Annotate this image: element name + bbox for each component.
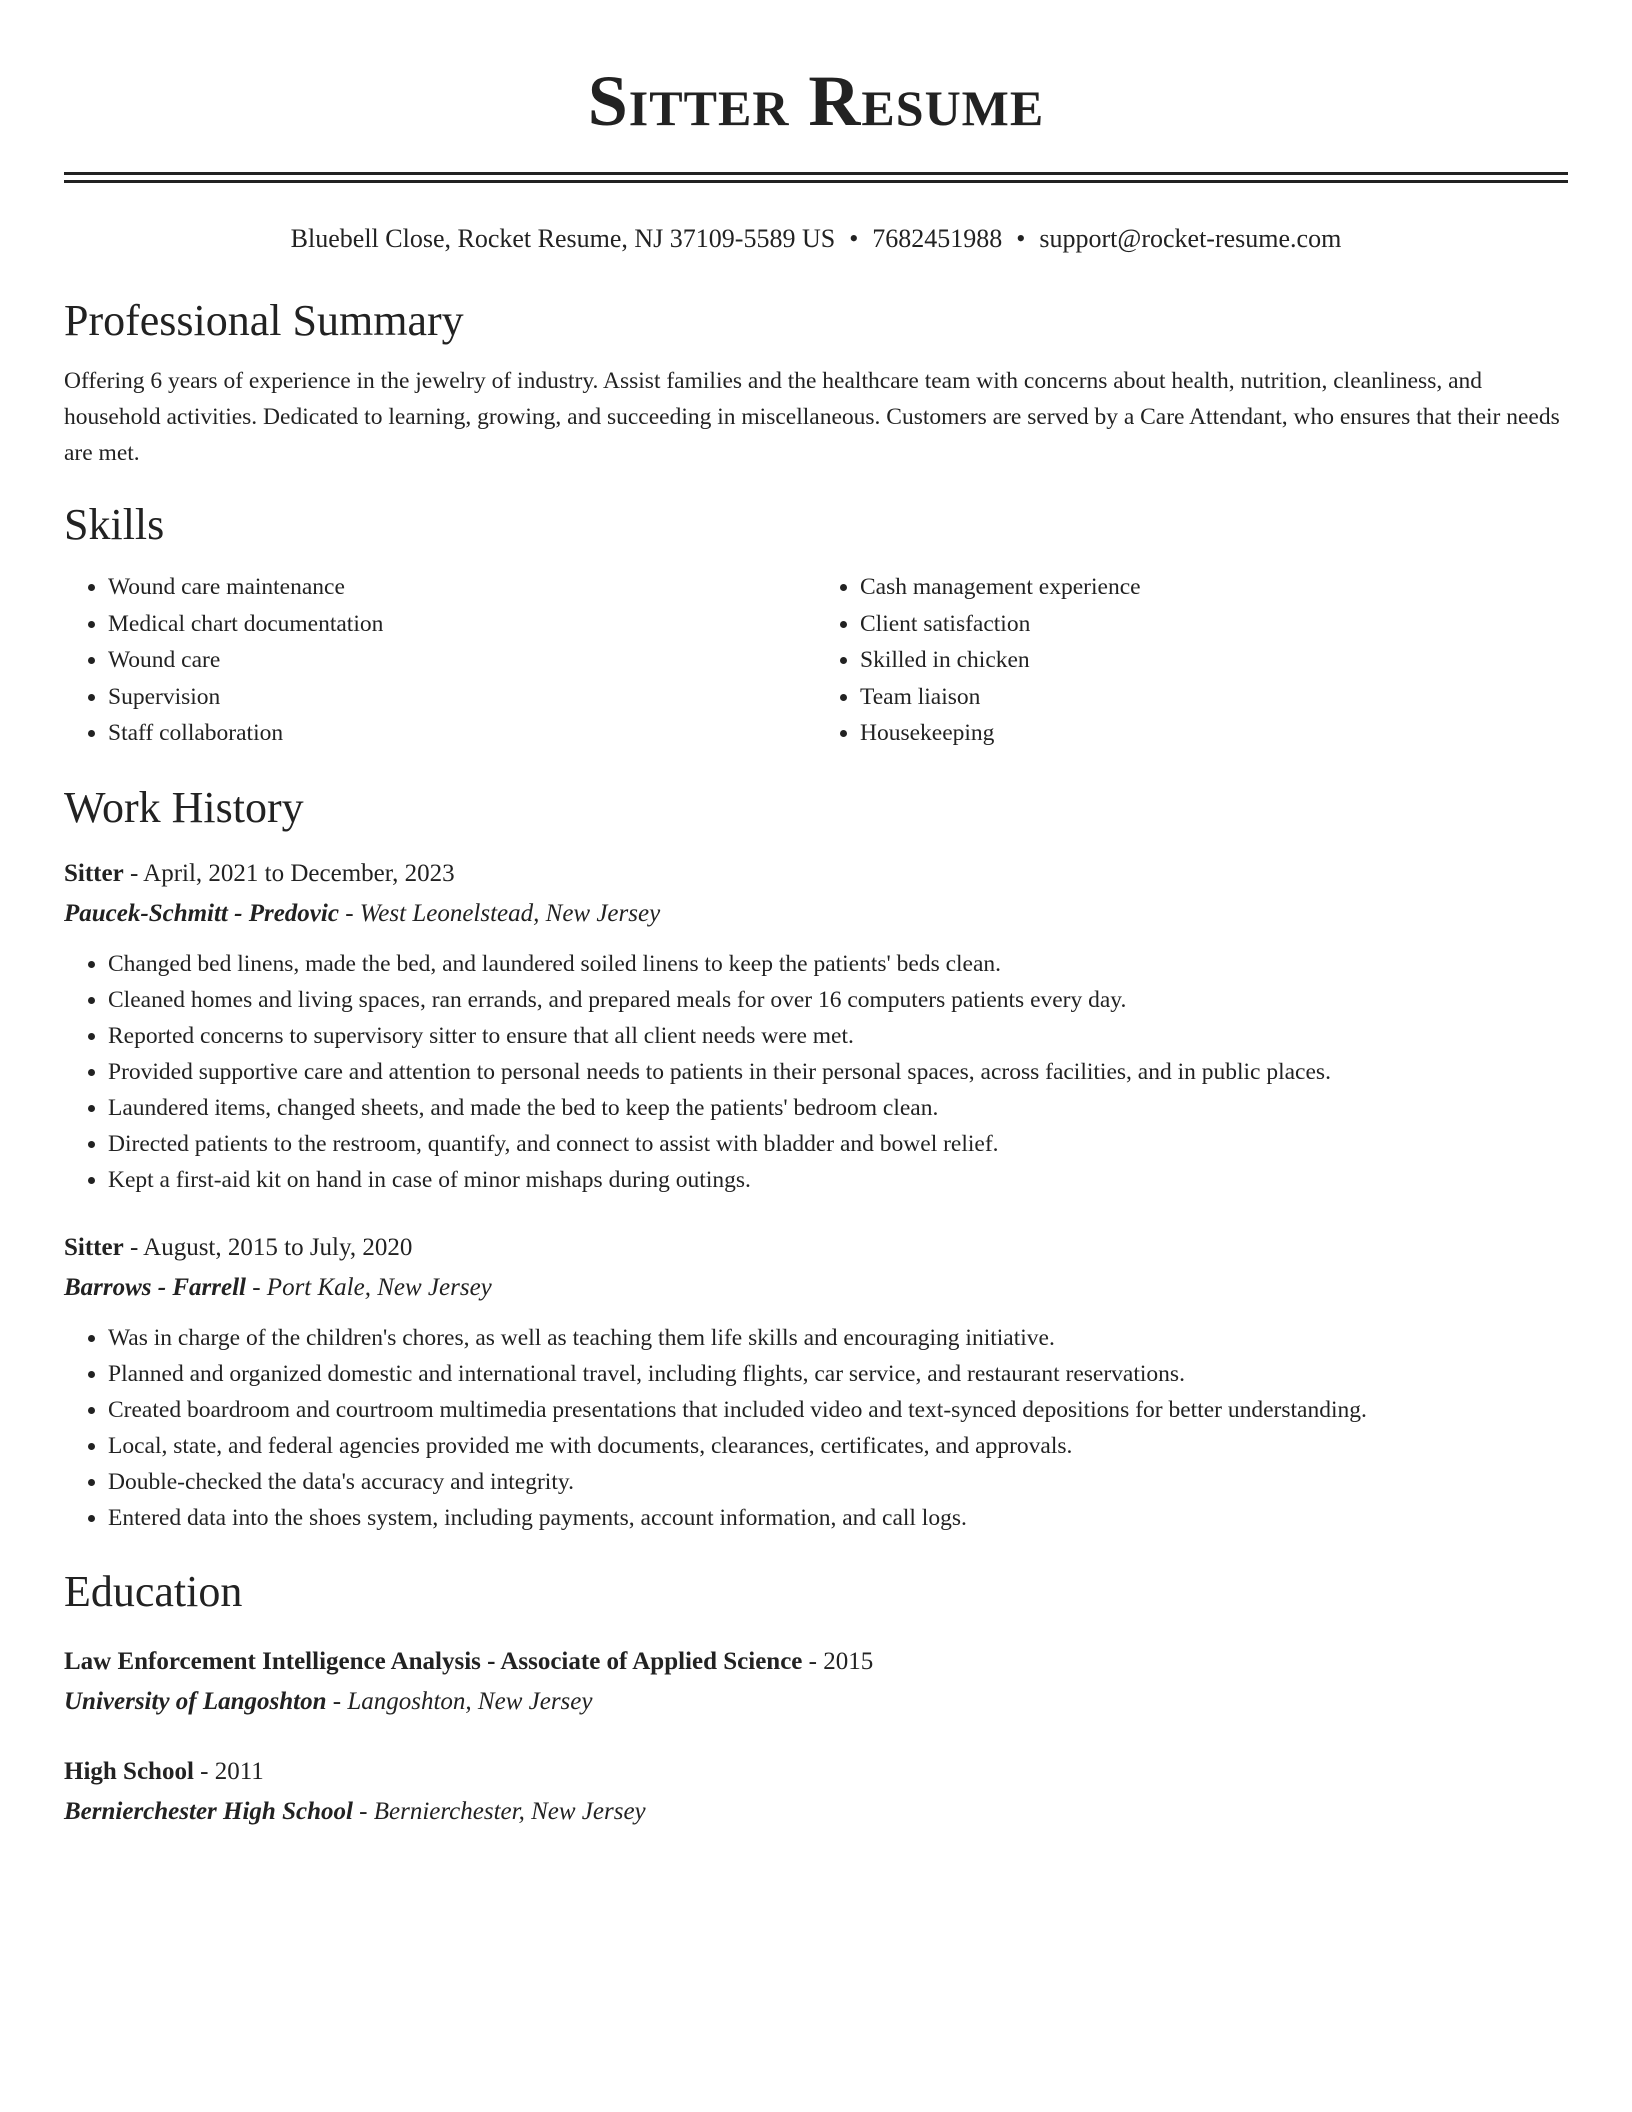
job-header bbox=[64, 854, 1568, 894]
job-location: - West Leonelstead, New Jersey bbox=[338, 899, 661, 927]
skill-item: • Wound care bbox=[108, 642, 816, 679]
education-location: - Langoshton, New Jersey bbox=[326, 1687, 593, 1715]
skill-item: • Cash management experience bbox=[860, 569, 1568, 606]
education-school-line bbox=[64, 1792, 1568, 1832]
summary-text: Offering 6 years of experience in the jewelry of industry. Assist families and the healthcare team with concerns about health, nutrition, cleanliness, and household activities. Dedicated to learning, growing, and succeeding in miscellaneous. Customers are served by a Care Attendant, who ensures that their needs are met. bbox=[64, 368, 1560, 466]
contact-email: support@rocket-resume.com bbox=[1039, 224, 1342, 253]
skill-item: • Wound care maintenance bbox=[108, 569, 816, 606]
education-entry bbox=[64, 1642, 1568, 1722]
summary-heading: Professional Summary bbox=[64, 296, 464, 345]
job-duty: • Provided supportive care and attention to personal needs to patients in their personal spaces, across facilities, and in public places. bbox=[108, 1054, 1568, 1090]
job-duty: • Planned and organized domestic and international travel, including flights, car service, and restaurant reservations. bbox=[108, 1356, 1568, 1392]
skill-item: • Client satisfaction bbox=[860, 606, 1568, 643]
skills-heading: Skills bbox=[64, 500, 165, 549]
job-dates: - August, 2015 to July, 2020 bbox=[123, 1233, 413, 1261]
education-degree: High School bbox=[64, 1757, 194, 1785]
job-employer: Paucek-Schmitt - Predovic bbox=[64, 899, 339, 927]
job-duty: • Double-checked the data's accuracy and integrity. bbox=[108, 1464, 1568, 1500]
education-location: - Bernierchester, New Jersey bbox=[352, 1797, 646, 1825]
job-duty: • Was in charge of the children's chores, as well as teaching them life skills and encouraging initiative. bbox=[108, 1320, 1568, 1356]
job-location: - Port Kale, New Jersey bbox=[245, 1273, 492, 1301]
job-employer-line bbox=[64, 894, 1568, 934]
contact-line bbox=[64, 221, 1568, 257]
skills-column-right bbox=[816, 569, 1568, 752]
education-year: - 2011 bbox=[193, 1757, 264, 1785]
job-dates: - April, 2021 to December, 2023 bbox=[123, 859, 455, 887]
job-employer: Barrows - Farrell bbox=[64, 1273, 246, 1301]
skill-item: • Staff collaboration bbox=[108, 715, 816, 752]
job-entry bbox=[64, 1228, 1568, 1536]
skills-list bbox=[64, 569, 1568, 752]
education-degree: Law Enforcement Intelligence Analysis - Associate of Applied Science bbox=[64, 1647, 803, 1675]
work-history-heading: Work History bbox=[64, 782, 304, 832]
job-header bbox=[64, 1228, 1568, 1268]
skill-item: • Supervision bbox=[108, 679, 816, 716]
job-duty: • Created boardroom and courtroom multimedia presentations that included video and text-synced depositions for better understanding. bbox=[108, 1392, 1568, 1428]
job-duty: • Directed patients to the restroom, quantify, and connect to assist with bladder and bowel relief. bbox=[108, 1126, 1568, 1162]
skills-column-left bbox=[64, 569, 816, 752]
job-duty: • Local, state, and federal agencies provided me with documents, clearances, certificates, and approvals. bbox=[108, 1428, 1568, 1464]
contact-address: Bluebell Close, Rocket Resume, NJ 37109-5589 US bbox=[290, 224, 836, 253]
job-role: Sitter bbox=[64, 1233, 124, 1261]
contact-separator: • bbox=[849, 224, 859, 253]
job-duty: • Laundered items, changed sheets, and made the bed to keep the patients' bedroom clean. bbox=[108, 1090, 1568, 1126]
resume-title: Sitter Resume bbox=[587, 61, 1045, 141]
job-duties bbox=[64, 946, 1568, 1198]
job-employer-line bbox=[64, 1268, 1568, 1308]
education-header bbox=[64, 1642, 1568, 1682]
education-school: Bernierchester High School bbox=[64, 1797, 353, 1825]
skill-item: • Medical chart documentation bbox=[108, 606, 816, 643]
education-entry bbox=[64, 1752, 1568, 1832]
contact-phone: 7682451988 bbox=[872, 224, 1003, 253]
skill-item: • Team liaison bbox=[860, 679, 1568, 716]
job-duties bbox=[64, 1320, 1568, 1536]
skill-item: • Housekeeping bbox=[860, 715, 1568, 752]
job-duty: • Cleaned homes and living spaces, ran errands, and prepared meals for over 16 computers patients every day. bbox=[108, 982, 1568, 1018]
job-duty: • Changed bed linens, made the bed, and laundered soiled linens to keep the patients' beds clean. bbox=[108, 946, 1568, 982]
job-duty: • Entered data into the shoes system, including payments, account information, and call logs. bbox=[108, 1500, 1568, 1536]
job-entry bbox=[64, 854, 1568, 1198]
job-duty: • Reported concerns to supervisory sitter to ensure that all client needs were met. bbox=[108, 1018, 1568, 1054]
job-role: Sitter bbox=[64, 859, 124, 887]
title-divider bbox=[64, 172, 1568, 183]
education-heading: Education bbox=[64, 1566, 243, 1616]
job-duty: • Kept a first-aid kit on hand in case of minor mishaps during outings. bbox=[108, 1162, 1568, 1198]
education-school: University of Langoshton bbox=[64, 1687, 327, 1715]
education-year: - 2015 bbox=[802, 1647, 874, 1675]
skill-item: • Skilled in chicken bbox=[860, 642, 1568, 679]
education-header bbox=[64, 1752, 1568, 1792]
education-school-line bbox=[64, 1682, 1568, 1722]
contact-separator: • bbox=[1016, 224, 1026, 253]
